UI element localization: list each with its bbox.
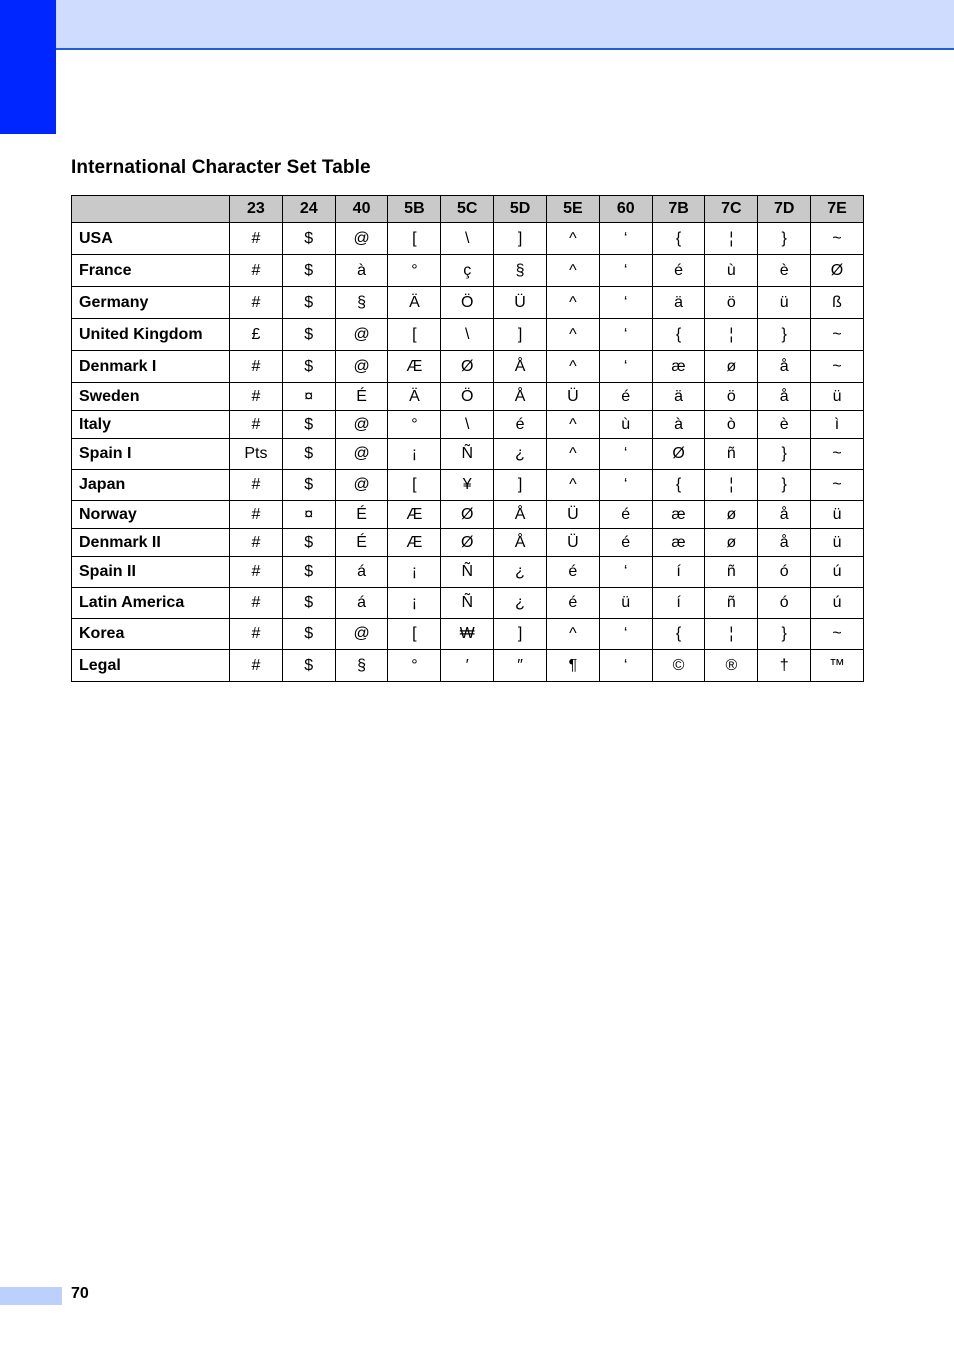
- character-cell: Ü: [494, 287, 547, 319]
- character-cell: à: [652, 411, 705, 439]
- character-cell: Ö: [441, 383, 494, 411]
- character-cell: å: [758, 529, 811, 557]
- character-cell: ß: [811, 287, 864, 319]
- character-cell: ü: [758, 287, 811, 319]
- character-cell: {: [652, 319, 705, 351]
- character-cell: ~: [811, 223, 864, 255]
- character-cell: é: [599, 383, 652, 411]
- character-cell: #: [230, 529, 283, 557]
- character-cell: è: [758, 255, 811, 287]
- character-cell: í: [652, 557, 705, 588]
- table-row: [72, 650, 864, 682]
- character-cell: ″: [494, 650, 547, 682]
- character-cell: $: [282, 411, 335, 439]
- character-cell: °: [388, 411, 441, 439]
- country-cell: Korea: [72, 619, 230, 650]
- character-cell: @: [335, 470, 388, 501]
- character-cell: É: [335, 383, 388, 411]
- character-cell: $: [282, 588, 335, 619]
- country-cell: France: [72, 255, 230, 287]
- character-cell: Å: [494, 501, 547, 529]
- character-cell: Å: [494, 529, 547, 557]
- character-cell: $: [282, 287, 335, 319]
- character-cell: Ñ: [441, 557, 494, 588]
- character-cell: ó: [758, 588, 811, 619]
- character-cell: ©: [652, 650, 705, 682]
- country-cell: Germany: [72, 287, 230, 319]
- character-cell: }: [758, 319, 811, 351]
- character-cell: æ: [652, 529, 705, 557]
- character-cell: ù: [705, 255, 758, 287]
- character-cell: #: [230, 619, 283, 650]
- country-cell: Denmark II: [72, 529, 230, 557]
- table-row: [72, 351, 864, 383]
- character-cell: #: [230, 411, 283, 439]
- character-cell: ‘: [599, 255, 652, 287]
- character-cell: ¦: [705, 223, 758, 255]
- character-cell: #: [230, 287, 283, 319]
- character-cell: í: [652, 588, 705, 619]
- character-cell: @: [335, 351, 388, 383]
- character-cell: à: [335, 255, 388, 287]
- character-cell: }: [758, 619, 811, 650]
- character-cell: $: [282, 619, 335, 650]
- character-cell: $: [282, 557, 335, 588]
- character-cell: ü: [811, 529, 864, 557]
- character-cell: Æ: [388, 529, 441, 557]
- character-cell: ]: [494, 223, 547, 255]
- country-cell: United Kingdom: [72, 319, 230, 351]
- character-cell: [: [388, 470, 441, 501]
- table-row: [72, 557, 864, 588]
- character-cell: @: [335, 411, 388, 439]
- country-cell: Spain II: [72, 557, 230, 588]
- character-cell: ¦: [705, 319, 758, 351]
- character-cell: ′: [441, 650, 494, 682]
- table-row: [72, 223, 864, 255]
- character-cell: É: [335, 501, 388, 529]
- column-header: 24: [282, 196, 335, 223]
- table-row: [72, 383, 864, 411]
- character-cell: #: [230, 470, 283, 501]
- character-cell: ‘: [599, 619, 652, 650]
- character-cell: ö: [705, 287, 758, 319]
- character-cell: ‘: [599, 650, 652, 682]
- character-cell: #: [230, 588, 283, 619]
- character-cell: è: [758, 411, 811, 439]
- character-cell: ‘: [599, 319, 652, 351]
- character-cell: \: [441, 223, 494, 255]
- character-cell: {: [652, 619, 705, 650]
- character-cell: ¡: [388, 588, 441, 619]
- character-cell: Ø: [441, 501, 494, 529]
- character-cell: ü: [811, 383, 864, 411]
- character-cell: ó: [758, 557, 811, 588]
- character-cell: £: [230, 319, 283, 351]
- character-cell: §: [335, 287, 388, 319]
- character-cell: ‘: [599, 287, 652, 319]
- character-cell: ì: [811, 411, 864, 439]
- character-cell: å: [758, 351, 811, 383]
- column-header: 60: [599, 196, 652, 223]
- character-cell: @: [335, 439, 388, 470]
- character-cell: ^: [546, 351, 599, 383]
- character-cell: {: [652, 223, 705, 255]
- character-cell: ₩: [441, 619, 494, 650]
- table-row: [72, 287, 864, 319]
- character-cell: ~: [811, 470, 864, 501]
- column-header: 5C: [441, 196, 494, 223]
- character-cell: Ñ: [441, 439, 494, 470]
- character-cell: §: [494, 255, 547, 287]
- table-row: [72, 439, 864, 470]
- header-corner-cell: [72, 196, 230, 223]
- character-cell: ^: [546, 319, 599, 351]
- character-cell: $: [282, 650, 335, 682]
- character-cell: #: [230, 255, 283, 287]
- character-cell: É: [335, 529, 388, 557]
- character-cell: ø: [705, 351, 758, 383]
- character-cell: é: [599, 501, 652, 529]
- character-cell: ¡: [388, 557, 441, 588]
- footer-mark: [0, 1287, 62, 1305]
- column-header: 5D: [494, 196, 547, 223]
- character-cell: ™: [811, 650, 864, 682]
- character-cell: §: [335, 650, 388, 682]
- country-cell: Japan: [72, 470, 230, 501]
- character-cell: $: [282, 470, 335, 501]
- character-cell: \: [441, 319, 494, 351]
- character-cell: ¤: [282, 501, 335, 529]
- column-header: 7C: [705, 196, 758, 223]
- character-cell: ä: [652, 383, 705, 411]
- column-header: 7D: [758, 196, 811, 223]
- character-cell: Å: [494, 383, 547, 411]
- character-cell: \: [441, 411, 494, 439]
- character-cell: å: [758, 501, 811, 529]
- character-cell: ~: [811, 351, 864, 383]
- character-cell: Ü: [546, 529, 599, 557]
- character-cell: #: [230, 351, 283, 383]
- character-cell: Å: [494, 351, 547, 383]
- character-cell: ^: [546, 411, 599, 439]
- character-cell: Ñ: [441, 588, 494, 619]
- character-cell: ^: [546, 255, 599, 287]
- character-cell: ¤: [282, 383, 335, 411]
- table-row: [72, 619, 864, 650]
- character-cell: é: [652, 255, 705, 287]
- character-cell: ñ: [705, 588, 758, 619]
- character-cell: #: [230, 557, 283, 588]
- character-cell: #: [230, 650, 283, 682]
- character-cell: ^: [546, 619, 599, 650]
- character-cell: ‘: [599, 351, 652, 383]
- character-cell: ç: [441, 255, 494, 287]
- character-cell: ú: [811, 557, 864, 588]
- character-cell: Ä: [388, 383, 441, 411]
- character-cell: ¦: [705, 619, 758, 650]
- character-cell: Ü: [546, 501, 599, 529]
- character-cell: ú: [811, 588, 864, 619]
- character-cell: ò: [705, 411, 758, 439]
- character-cell: æ: [652, 351, 705, 383]
- page-title: International Character Set Table: [71, 157, 371, 178]
- character-cell: @: [335, 619, 388, 650]
- top-header-band: [56, 0, 954, 50]
- character-cell: á: [335, 557, 388, 588]
- character-cell: [: [388, 619, 441, 650]
- character-cell: [: [388, 319, 441, 351]
- chapter-tab: [0, 0, 56, 134]
- page-number: 70: [71, 1285, 89, 1302]
- country-cell: Latin America: [72, 588, 230, 619]
- country-cell: Sweden: [72, 383, 230, 411]
- country-cell: Legal: [72, 650, 230, 682]
- character-cell: Ø: [652, 439, 705, 470]
- country-cell: Norway: [72, 501, 230, 529]
- table-row: [72, 411, 864, 439]
- character-cell: ®: [705, 650, 758, 682]
- character-cell: ^: [546, 470, 599, 501]
- character-cell: ñ: [705, 557, 758, 588]
- character-cell: ‘: [599, 223, 652, 255]
- character-cell: }: [758, 439, 811, 470]
- character-cell: Ø: [441, 351, 494, 383]
- character-cell: Ö: [441, 287, 494, 319]
- character-cell: {: [652, 470, 705, 501]
- character-cell: é: [546, 588, 599, 619]
- character-cell: ‘: [599, 470, 652, 501]
- country-cell: Denmark I: [72, 351, 230, 383]
- character-cell: ¦: [705, 470, 758, 501]
- character-cell: Ø: [441, 529, 494, 557]
- country-cell: USA: [72, 223, 230, 255]
- character-cell: ¿: [494, 588, 547, 619]
- character-cell: ñ: [705, 439, 758, 470]
- character-cell: @: [335, 319, 388, 351]
- character-cell: Æ: [388, 351, 441, 383]
- character-cell: ¡: [388, 439, 441, 470]
- character-set-table: [71, 195, 864, 682]
- character-cell: $: [282, 529, 335, 557]
- character-cell: }: [758, 470, 811, 501]
- character-cell: ‘: [599, 439, 652, 470]
- character-cell: ]: [494, 319, 547, 351]
- character-cell: °: [388, 650, 441, 682]
- character-cell: ~: [811, 439, 864, 470]
- character-cell: ]: [494, 619, 547, 650]
- character-cell: [: [388, 223, 441, 255]
- column-header: 40: [335, 196, 388, 223]
- character-cell: °: [388, 255, 441, 287]
- character-cell: $: [282, 255, 335, 287]
- character-cell: å: [758, 383, 811, 411]
- column-header: 7E: [811, 196, 864, 223]
- character-cell: Pts: [230, 439, 283, 470]
- character-cell: ¿: [494, 439, 547, 470]
- character-cell: }: [758, 223, 811, 255]
- column-header: 5B: [388, 196, 441, 223]
- character-cell: ^: [546, 287, 599, 319]
- table-row: [72, 470, 864, 501]
- character-cell: #: [230, 501, 283, 529]
- character-cell: #: [230, 383, 283, 411]
- character-cell: ö: [705, 383, 758, 411]
- character-cell: Ø: [811, 255, 864, 287]
- character-cell: Ü: [546, 383, 599, 411]
- character-cell: ü: [599, 588, 652, 619]
- table-row: [72, 501, 864, 529]
- character-cell: ü: [811, 501, 864, 529]
- character-cell: é: [599, 529, 652, 557]
- country-cell: Spain I: [72, 439, 230, 470]
- column-header: 7B: [652, 196, 705, 223]
- character-cell: æ: [652, 501, 705, 529]
- character-cell: ä: [652, 287, 705, 319]
- character-cell: ‘: [599, 557, 652, 588]
- character-cell: #: [230, 223, 283, 255]
- character-cell: á: [335, 588, 388, 619]
- character-cell: ¥: [441, 470, 494, 501]
- character-cell: ø: [705, 529, 758, 557]
- character-cell: ~: [811, 319, 864, 351]
- table-row: [72, 319, 864, 351]
- character-cell: $: [282, 223, 335, 255]
- character-cell: Æ: [388, 501, 441, 529]
- character-cell: $: [282, 351, 335, 383]
- character-cell: ^: [546, 223, 599, 255]
- character-cell: ^: [546, 439, 599, 470]
- character-cell: $: [282, 439, 335, 470]
- character-cell: ~: [811, 619, 864, 650]
- country-cell: Italy: [72, 411, 230, 439]
- character-cell: ¿: [494, 557, 547, 588]
- character-cell: Ä: [388, 287, 441, 319]
- table-row: [72, 255, 864, 287]
- table-row: [72, 588, 864, 619]
- character-cell: é: [494, 411, 547, 439]
- character-cell: ø: [705, 501, 758, 529]
- column-header: 23: [230, 196, 283, 223]
- character-cell: ù: [599, 411, 652, 439]
- character-cell: ]: [494, 470, 547, 501]
- table-header-row: [72, 196, 864, 223]
- character-cell: ¶: [546, 650, 599, 682]
- character-cell: é: [546, 557, 599, 588]
- character-cell: $: [282, 319, 335, 351]
- character-cell: †: [758, 650, 811, 682]
- character-cell: @: [335, 223, 388, 255]
- table-row: [72, 529, 864, 557]
- column-header: 5E: [546, 196, 599, 223]
